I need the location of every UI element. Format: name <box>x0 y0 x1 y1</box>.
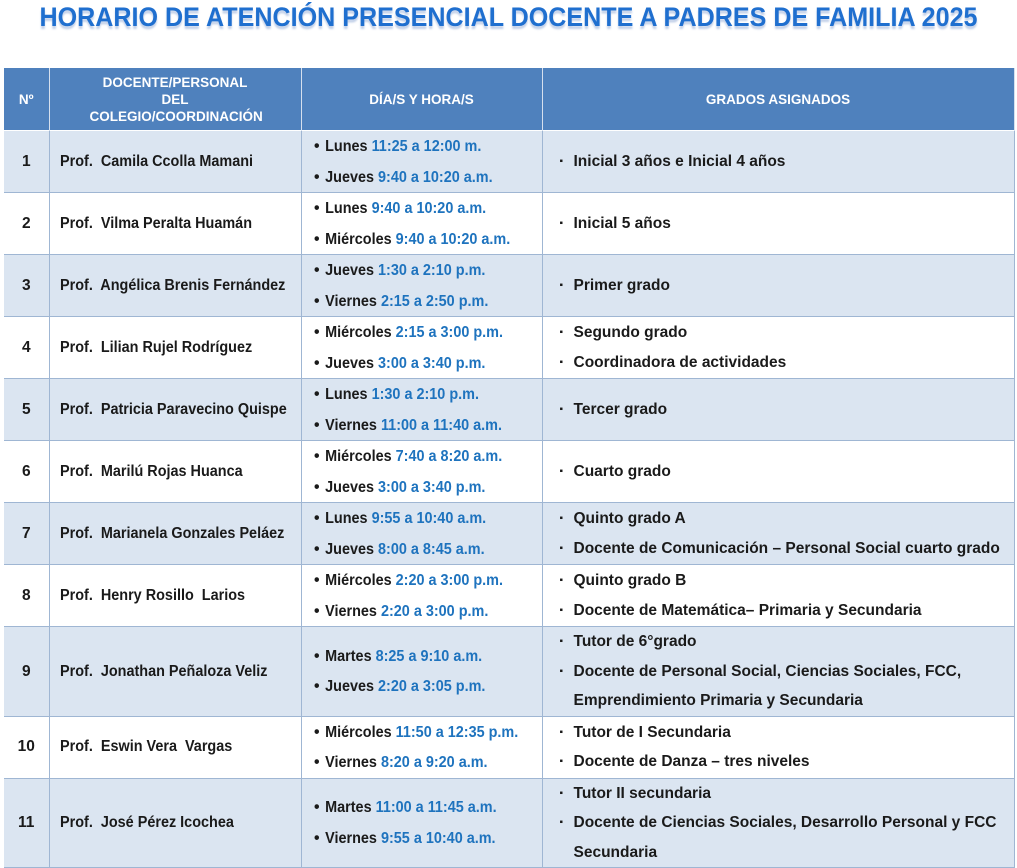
page-title: HORARIO DE ATENCIÓN PRESENCIAL DOCENTE A PADRES DE FAMILIA 2025 <box>39 2 978 32</box>
schedule-day: Viernes <box>324 292 377 310</box>
row-number: 2 <box>4 193 49 255</box>
schedule-time: 8:20 a 9:20 a.m. <box>380 754 488 771</box>
grade-text: Quinto grado B <box>573 572 687 589</box>
schedule-time: 7:40 a 8:20 a.m. <box>395 448 502 465</box>
grade-item <box>560 657 1014 716</box>
schedule-day: Lunes <box>324 510 368 527</box>
teacher-name-text: Prof. Jonathan Peñaloza Veliz <box>59 662 267 680</box>
grade-item <box>560 566 1014 596</box>
schedule-cell <box>301 503 542 565</box>
schedule-day: Miércoles <box>324 324 392 341</box>
square-bullet-icon: ▪ <box>559 817 564 828</box>
bullet-icon: • <box>313 322 320 341</box>
grade-item <box>560 627 1014 657</box>
bullet-icon: • <box>313 166 320 186</box>
square-bullet-icon: ▪ <box>559 279 564 291</box>
schedule-line <box>314 131 542 162</box>
bullet-icon: • <box>313 827 320 847</box>
row-number: 1 <box>4 131 49 193</box>
bullet-icon: • <box>313 538 320 558</box>
schedule-cell <box>301 441 542 503</box>
bullet-icon: • <box>313 290 320 310</box>
square-bullet-icon: ▪ <box>559 604 564 616</box>
grade-item <box>560 147 1014 177</box>
grade-text: Segundo grado <box>573 324 688 341</box>
schedule-line <box>314 224 542 255</box>
grade-text: Docente de Matemática– Primaria y Secundaria <box>573 601 922 619</box>
schedule-day: Miércoles <box>324 723 392 741</box>
grade-item <box>560 747 1014 777</box>
square-bullet-icon: ▪ <box>559 636 564 647</box>
schedule-time: 11:25 a 12:00 m. <box>371 138 481 155</box>
grade-text: Docente de Ciencias Sociales, Desarrollo Personal y FCC Secundaria <box>573 814 997 861</box>
grade-text: Tutor II secundaria <box>573 784 712 802</box>
header-grados: GRADOS ASIGNADOS <box>542 68 1014 131</box>
schedule-line <box>314 596 542 627</box>
grade-item <box>560 209 1014 239</box>
row-number: 10 <box>4 716 49 778</box>
table-row <box>4 317 1014 379</box>
row-number: 7 <box>4 503 49 565</box>
schedule-time: 3:00 a 3:40 p.m. <box>377 354 485 372</box>
bullet-icon: • <box>313 198 320 217</box>
schedule-cell <box>301 716 542 778</box>
bullet-icon: • <box>313 260 320 279</box>
teacher-name-text: Prof. Marilú Rojas Huanca <box>59 462 243 480</box>
schedule-day: Martes <box>324 799 372 817</box>
grade-text: Inicial 3 años e Inicial 4 años <box>573 152 786 170</box>
schedule-day: Lunes <box>324 138 368 155</box>
teacher-name <box>49 131 301 193</box>
schedule-cell <box>301 778 542 868</box>
schedule-line <box>314 503 542 534</box>
grades-cell <box>542 627 1014 717</box>
bullet-icon: • <box>313 752 320 771</box>
teacher-name <box>49 565 301 627</box>
square-bullet-icon: ▪ <box>559 542 564 554</box>
teacher-name <box>49 441 301 503</box>
schedule-cell <box>301 131 542 193</box>
header-docente: DOCENTE/PERSONAL DEL COLEGIO/COORDINACIÓN <box>49 68 301 131</box>
schedule-line <box>314 193 542 224</box>
bullet-icon: • <box>313 414 320 434</box>
grade-item <box>560 318 1014 348</box>
grade-item <box>560 271 1014 301</box>
row-number: 9 <box>4 627 49 717</box>
teacher-name-text: Prof. Henry Rosillo Larios <box>59 586 245 604</box>
teacher-name <box>49 503 301 565</box>
square-bullet-icon: ▪ <box>559 787 564 799</box>
schedule-day: Jueves <box>324 168 374 186</box>
grade-item <box>560 504 1014 534</box>
bullet-icon: • <box>313 721 320 741</box>
teacher-name-text: Prof. Vilma Peralta Huamán <box>59 214 252 232</box>
schedule-day: Jueves <box>324 354 374 372</box>
schedule-line <box>314 717 542 748</box>
grade-item <box>560 348 1014 378</box>
schedule-day: Miércoles <box>324 572 392 589</box>
row-number: 3 <box>4 255 49 317</box>
bullet-icon: • <box>313 446 320 465</box>
schedule-time: 11:00 a 11:45 a.m. <box>375 799 497 817</box>
schedule-time: 2:20 a 3:00 p.m. <box>380 602 488 620</box>
grade-text: Docente de Comunicación – Personal Social cuarto grado <box>573 539 1000 557</box>
bullet-icon: • <box>313 600 320 620</box>
schedule-time: 9:40 a 10:20 a.m. <box>371 200 486 217</box>
table-row <box>4 441 1014 503</box>
bullet-icon: • <box>313 228 320 248</box>
square-bullet-icon: ▪ <box>559 665 564 677</box>
grade-text: Coordinadora de actividades <box>573 353 787 371</box>
square-bullet-icon: ▪ <box>559 513 564 524</box>
grade-text: Primer grado <box>573 276 670 294</box>
schedule-cell <box>301 317 542 379</box>
schedule-time: 9:55 a 10:40 a.m. <box>371 510 486 527</box>
bullet-icon: • <box>313 508 320 527</box>
grades-cell <box>542 716 1014 778</box>
header-dias: DÍA/S Y HORA/S <box>301 68 542 131</box>
bullet-icon: • <box>313 136 320 155</box>
square-bullet-icon: ▪ <box>559 356 564 368</box>
square-bullet-icon: ▪ <box>559 217 564 229</box>
bullet-icon: • <box>313 476 320 496</box>
schedule-time: 3:00 a 3:40 p.m. <box>377 478 485 496</box>
schedule-line <box>314 255 542 286</box>
schedule-time: 9:40 a 10:20 a.m. <box>395 230 510 248</box>
grade-text: Quinto grado A <box>573 510 686 527</box>
table-row <box>4 716 1014 778</box>
schedule-day: Lunes <box>324 200 368 217</box>
table-row <box>4 255 1014 317</box>
row-number: 4 <box>4 317 49 379</box>
schedule-time: 9:40 a 10:20 a.m. <box>377 168 493 186</box>
schedule-day: Jueves <box>324 478 374 496</box>
teacher-name-text: Prof. Camila Ccolla Mamani <box>59 152 253 170</box>
square-bullet-icon: ▪ <box>559 756 564 767</box>
teacher-name <box>49 255 301 317</box>
square-bullet-icon: ▪ <box>559 327 564 338</box>
schedule-line <box>314 162 542 193</box>
table-header-row <box>4 68 1014 131</box>
square-bullet-icon: ▪ <box>559 155 564 167</box>
row-number: 5 <box>4 379 49 441</box>
table-body <box>4 131 1014 868</box>
schedule-time: 9:55 a 10:40 a.m. <box>380 829 496 847</box>
row-number: 6 <box>4 441 49 503</box>
schedule-day: Jueves <box>324 540 374 558</box>
bullet-icon: • <box>313 645 320 665</box>
schedule-line <box>314 565 542 596</box>
grades-cell <box>542 255 1014 317</box>
square-bullet-icon: ▪ <box>559 575 564 586</box>
schedule-day: Jueves <box>324 678 374 696</box>
teacher-name-text: Prof. Angélica Brenis Fernández <box>59 276 285 294</box>
teacher-name <box>49 778 301 868</box>
schedule-line <box>314 534 542 565</box>
bullet-icon: • <box>313 384 320 403</box>
bullet-icon: • <box>313 352 320 372</box>
square-bullet-icon: ▪ <box>559 465 564 477</box>
schedule-day: Martes <box>324 647 372 665</box>
schedule-line <box>314 379 542 410</box>
grade-text: Tutor de 6°grado <box>573 633 697 650</box>
grades-cell <box>542 131 1014 193</box>
grade-item <box>560 457 1014 487</box>
table-row <box>4 565 1014 627</box>
schedule-day: Viernes <box>324 829 377 847</box>
schedule-cell <box>301 565 542 627</box>
grades-cell <box>542 193 1014 255</box>
grade-item <box>560 718 1014 748</box>
teacher-name-text: Prof. Patricia Paravecino Quispe <box>59 400 287 418</box>
row-number: 11 <box>4 778 49 868</box>
grade-item <box>560 596 1014 626</box>
square-bullet-icon: ▪ <box>559 403 564 415</box>
schedule-time: 8:00 a 8:45 a.m. <box>377 540 485 558</box>
teacher-name-text: Prof. Eswin Vera Vargas <box>59 738 232 756</box>
schedule-time: 2:20 a 3:00 p.m. <box>395 572 503 589</box>
schedule-cell <box>301 255 542 317</box>
schedule-line <box>314 671 542 702</box>
schedule-cell <box>301 627 542 717</box>
grades-cell <box>542 565 1014 627</box>
schedule-line <box>314 348 542 379</box>
teacher-name <box>49 379 301 441</box>
teacher-name-text: Prof. Marianela Gonzales Peláez <box>59 524 284 542</box>
teacher-name <box>49 317 301 379</box>
schedule-time: 8:25 a 9:10 a.m. <box>375 647 482 665</box>
grade-text: Docente de Personal Social, Ciencias Sociales, FCC, Emprendimiento Primaria y Secundaria <box>573 662 962 709</box>
schedule-line <box>314 823 542 854</box>
schedule-day: Viernes <box>324 754 377 771</box>
bullet-icon: • <box>313 797 320 817</box>
grades-cell <box>542 778 1014 868</box>
grades-cell <box>542 379 1014 441</box>
table-row <box>4 379 1014 441</box>
schedule-day: Viernes <box>324 416 377 434</box>
grade-text: Tercer grado <box>573 400 668 418</box>
grade-text: Inicial 5 años <box>573 214 671 232</box>
row-number: 8 <box>4 565 49 627</box>
schedule-day: Miércoles <box>324 448 392 465</box>
schedule-line <box>314 792 542 823</box>
table-row <box>4 503 1014 565</box>
schedule-line <box>314 747 542 778</box>
schedule-day: Lunes <box>324 386 368 403</box>
schedule-day: Viernes <box>324 602 377 620</box>
grade-item <box>560 395 1014 425</box>
schedule-time: 2:15 a 3:00 p.m. <box>395 324 503 341</box>
schedule-cell <box>301 379 542 441</box>
bullet-icon: • <box>313 570 320 589</box>
teacher-name-text: Prof. José Pérez Icochea <box>59 814 234 831</box>
square-bullet-icon: ▪ <box>559 726 564 738</box>
schedule-day: Jueves <box>324 262 374 279</box>
grade-text: Docente de Danza – tres niveles <box>573 753 810 770</box>
teacher-name <box>49 193 301 255</box>
grades-cell <box>542 503 1014 565</box>
table-row <box>4 778 1014 868</box>
schedule-time: 1:30 a 2:10 p.m. <box>371 386 479 403</box>
schedule-table <box>4 68 1015 868</box>
table-row <box>4 131 1014 193</box>
grades-cell <box>542 441 1014 503</box>
schedule-time: 11:00 a 11:40 a.m. <box>380 416 502 434</box>
schedule-line <box>314 472 542 503</box>
schedule-time: 2:20 a 3:05 p.m. <box>377 678 485 696</box>
header-num: Nº <box>4 68 49 131</box>
grade-text: Cuarto grado <box>573 462 671 480</box>
schedule-day: Miércoles <box>324 230 392 248</box>
schedule-line <box>314 286 542 317</box>
teacher-name <box>49 716 301 778</box>
schedule-time: 2:15 a 2:50 p.m. <box>380 292 488 310</box>
teacher-name-text: Prof. Lilian Rujel Rodríguez <box>59 338 252 356</box>
schedule-line <box>314 317 542 348</box>
schedule-time: 11:50 a 12:35 p.m. <box>395 723 518 741</box>
table-row <box>4 627 1014 717</box>
schedule-line <box>314 441 542 472</box>
bullet-icon: • <box>313 676 320 696</box>
grade-item <box>560 534 1014 564</box>
schedule-line <box>314 410 542 441</box>
schedule-cell <box>301 193 542 255</box>
schedule-time: 1:30 a 2:10 p.m. <box>377 262 485 279</box>
grade-text: Tutor de I Secundaria <box>573 723 731 741</box>
table-row <box>4 193 1014 255</box>
grades-cell <box>542 317 1014 379</box>
grade-item <box>560 779 1014 809</box>
grade-item <box>560 808 1014 867</box>
schedule-line <box>314 641 542 672</box>
teacher-name <box>49 627 301 717</box>
